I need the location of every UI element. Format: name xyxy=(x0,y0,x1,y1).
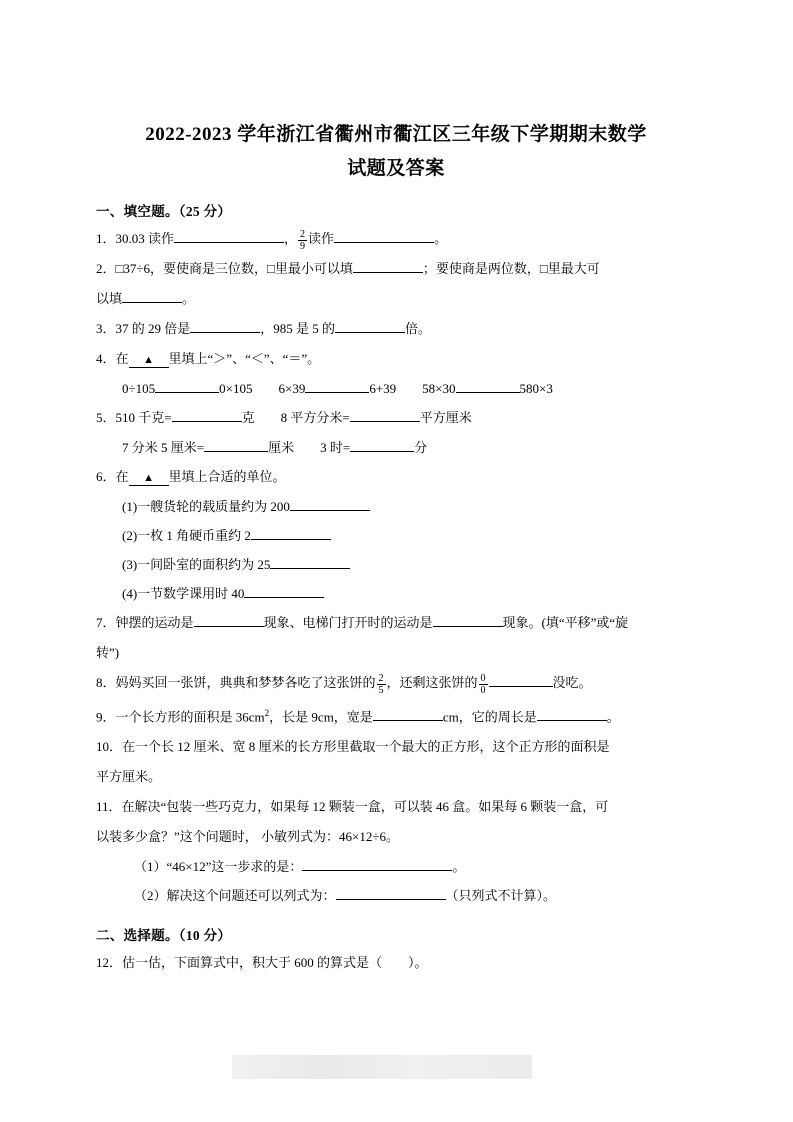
question-9-number: 9． xyxy=(96,709,116,725)
question-12-text-2: ）。 xyxy=(408,955,428,971)
answer-blank[interactable] xyxy=(194,613,264,627)
watermark-bar xyxy=(232,1055,532,1079)
question-4-compare-row xyxy=(122,374,696,403)
compare-right-2: 6+39 xyxy=(369,381,397,396)
answer-blank[interactable] xyxy=(433,613,503,627)
question-11-sub-2-label: （2）解决这个问题还可以列式为： xyxy=(134,888,336,904)
question-10-number: 10． xyxy=(96,739,123,755)
question-11-sub-1-label: （1）“46×12”这一步求的是： xyxy=(134,859,303,875)
question-2-number: 2． xyxy=(96,261,116,276)
answer-blank[interactable] xyxy=(190,319,260,333)
question-6-text-2: 里填上合适的单位。 xyxy=(168,469,286,484)
question-3-text-2: ，985 是 5 的 xyxy=(260,321,336,336)
question-9-unit: cm xyxy=(248,709,265,725)
question-6-item-1-text: (1)一艘货轮的载质量约为 200 xyxy=(122,499,290,514)
question-7-cont xyxy=(96,638,696,668)
question-9-text-1: 一个长方形的面积是 36 xyxy=(115,709,249,725)
question-8-text-1: 妈妈买回一张饼，典典和梦梦各吃了这张饼的 xyxy=(115,675,376,690)
question-3-text-3: 倍。 xyxy=(405,321,432,336)
question-5-text-b3: 3 时= xyxy=(320,440,351,455)
question-10 xyxy=(96,732,696,762)
question-3 xyxy=(96,314,696,344)
question-7 xyxy=(96,608,696,638)
fraction-denominator: 0 xyxy=(480,685,486,696)
question-1-text-1: 30.03 读作 xyxy=(115,231,175,246)
answer-blank[interactable] xyxy=(155,379,219,393)
answer-blank[interactable] xyxy=(537,707,607,721)
fraction-numerator: 2 xyxy=(378,673,384,684)
triangle-marker: ▲ xyxy=(129,472,169,486)
question-9 xyxy=(96,698,696,732)
question-11-sub-1 xyxy=(134,852,696,881)
question-3-text-1: 37 的 29 倍是 xyxy=(115,321,191,336)
answer-blank[interactable] xyxy=(204,438,268,452)
answer-blank[interactable] xyxy=(353,259,423,273)
question-5-number: 5． xyxy=(96,410,116,425)
question-9-superscript: 2 xyxy=(264,708,270,718)
question-1 xyxy=(96,224,696,254)
question-6-item-3 xyxy=(122,550,696,579)
question-1-number: 1． xyxy=(96,231,116,246)
question-5 xyxy=(96,403,696,433)
question-9-text-4: 。 xyxy=(606,709,620,725)
question-5-text-a3: 8 平方分米= xyxy=(280,410,350,425)
answer-blank[interactable] xyxy=(456,379,520,393)
fraction-two-fifths xyxy=(377,673,386,696)
question-9-text-2: ，长是 9cm，宽是 xyxy=(269,709,373,725)
question-4-number: 4． xyxy=(96,351,116,366)
compare-right-1: 0×105 xyxy=(219,381,253,396)
answer-blank[interactable] xyxy=(302,857,452,871)
answer-blank[interactable] xyxy=(350,408,420,422)
fraction-denominator: 9 xyxy=(300,241,306,252)
question-5-text-a4: 平方厘米 xyxy=(419,410,472,425)
question-9-text-3: cm，它的周长是 xyxy=(442,709,537,725)
question-2 xyxy=(96,254,696,284)
question-5-row-2 xyxy=(122,433,696,462)
question-10-text-1: 在一个长 12 厘米、宽 8 厘米的长方形里截取一个最大的正方形，这个正方形的面积是 xyxy=(122,739,610,755)
section-heading-fill-in: 一、填空题。（25 分） xyxy=(96,204,232,219)
answer-blank[interactable] xyxy=(251,526,331,540)
question-8-text-2: ，还剩这张饼的 xyxy=(386,675,478,690)
question-6-item-2-text: (2)一枚 1 角硬币重约 2 xyxy=(122,528,251,543)
question-7-text-2: 现象、电梯门打开时的运动是 xyxy=(263,615,433,630)
document-content xyxy=(96,118,696,978)
fraction-numerator: 2 xyxy=(300,229,306,240)
page-title xyxy=(96,118,696,186)
question-11-sub-2 xyxy=(134,881,696,910)
question-7-number: 7． xyxy=(96,615,116,630)
question-7-text-1: 钟摆的运动是 xyxy=(115,615,194,630)
question-6-item-2 xyxy=(122,521,696,550)
question-8 xyxy=(96,668,696,698)
answer-blank[interactable] xyxy=(305,379,369,393)
question-3-number: 3． xyxy=(96,321,116,336)
question-8-number: 8． xyxy=(96,675,116,690)
question-2-cont xyxy=(96,284,696,314)
question-11-text-1: 在解决“包装一些巧克力，如果每 12 颗装一盒，可以装 46 盒。如果每 6 颗装一盒，可 xyxy=(121,799,609,815)
page-title-line1: 2022-2023 学年浙江省衢州市衢江区三年级下学期期末数学 xyxy=(145,124,647,145)
question-5-text-b1: 7 分米 5 厘米= xyxy=(122,440,205,455)
question-12-number: 12． xyxy=(96,955,123,971)
question-1-text-2: ， xyxy=(284,231,298,246)
question-4-text-2: 里填上“＞”、“＜”、“＝”。 xyxy=(168,351,321,366)
question-6 xyxy=(96,462,696,492)
fraction-two-ninths xyxy=(298,229,307,252)
question-11 xyxy=(96,792,696,822)
question-6-item-4-text: (4)一节数学课用时 40 xyxy=(122,586,245,601)
question-2-text-2: ；要使商是两位数，□里最大可 xyxy=(422,261,600,276)
question-5-text-a2: 克 xyxy=(241,410,255,425)
question-12 xyxy=(96,948,696,978)
question-1-text-4: 。 xyxy=(434,231,448,246)
question-2-text-1: □37÷6，要使商是三位数，□里最小可以填 xyxy=(115,261,353,276)
fraction-denominator: 5 xyxy=(378,685,384,696)
question-11-sub-1-end: 。 xyxy=(452,859,466,875)
question-1-text-3: 读作 xyxy=(308,231,335,246)
question-6-item-3-text: (3)一间卧室的面积约为 25 xyxy=(122,557,271,572)
triangle-marker: ▲ xyxy=(129,354,169,368)
fraction-blank xyxy=(479,673,488,696)
answer-blank[interactable] xyxy=(122,289,182,303)
answer-blank[interactable] xyxy=(290,497,370,511)
question-5-text-b2: 厘米 xyxy=(268,440,295,455)
answer-blank[interactable] xyxy=(172,408,242,422)
question-10-text-2: 平方厘米。 xyxy=(96,769,162,785)
question-11-text-2: 以装多少盒？”这个问题时， 小敏列式为：46×12÷6。 xyxy=(96,829,399,845)
compare-right-3: 580×3 xyxy=(519,381,553,396)
question-5-text-b4: 分 xyxy=(414,440,428,455)
question-2-text-4: 。 xyxy=(182,291,196,306)
question-8-text-3: 没吃。 xyxy=(552,675,592,690)
question-11-number: 11． xyxy=(96,799,122,815)
question-6-item-4 xyxy=(122,579,696,608)
compare-left-1: 0÷105 xyxy=(122,381,156,396)
page-title-line2: 试题及答案 xyxy=(347,158,445,179)
question-4 xyxy=(96,344,696,374)
question-7-text-4: 转”) xyxy=(96,645,120,660)
answer-blank[interactable] xyxy=(174,229,284,243)
answer-blank[interactable] xyxy=(489,673,553,687)
fraction-numerator: 0 xyxy=(480,673,486,684)
answer-blank[interactable] xyxy=(373,707,443,721)
question-6-item-1 xyxy=(122,492,696,521)
question-12-text-1: 估一估，下面算式中，积大于 600 的算式是（ xyxy=(122,955,383,971)
question-5-text-a1: 510 千克= xyxy=(115,410,172,425)
section-heading-multiple-choice: 二、选择题。（10 分） xyxy=(96,928,232,944)
question-6-number: 6． xyxy=(96,469,116,484)
question-2-text-3: 以填 xyxy=(96,291,123,306)
compare-left-3: 58×30 xyxy=(422,381,456,396)
question-6-text-1: 在 xyxy=(115,469,129,484)
question-11-cont xyxy=(96,822,696,852)
question-10-cont xyxy=(96,762,696,792)
answer-blank[interactable] xyxy=(350,438,414,452)
question-7-text-3: 现象。(填“平移”或“旋 xyxy=(502,615,629,630)
compare-left-2: 6×39 xyxy=(278,381,306,396)
answer-blank[interactable] xyxy=(244,584,324,598)
answer-blank[interactable] xyxy=(270,555,350,569)
answer-blank[interactable] xyxy=(335,319,405,333)
question-4-text-1: 在 xyxy=(115,351,129,366)
answer-blank[interactable] xyxy=(336,886,446,900)
answer-blank[interactable] xyxy=(334,229,434,243)
question-11-sub-2-end: （只列式不计算）。 xyxy=(445,888,557,904)
